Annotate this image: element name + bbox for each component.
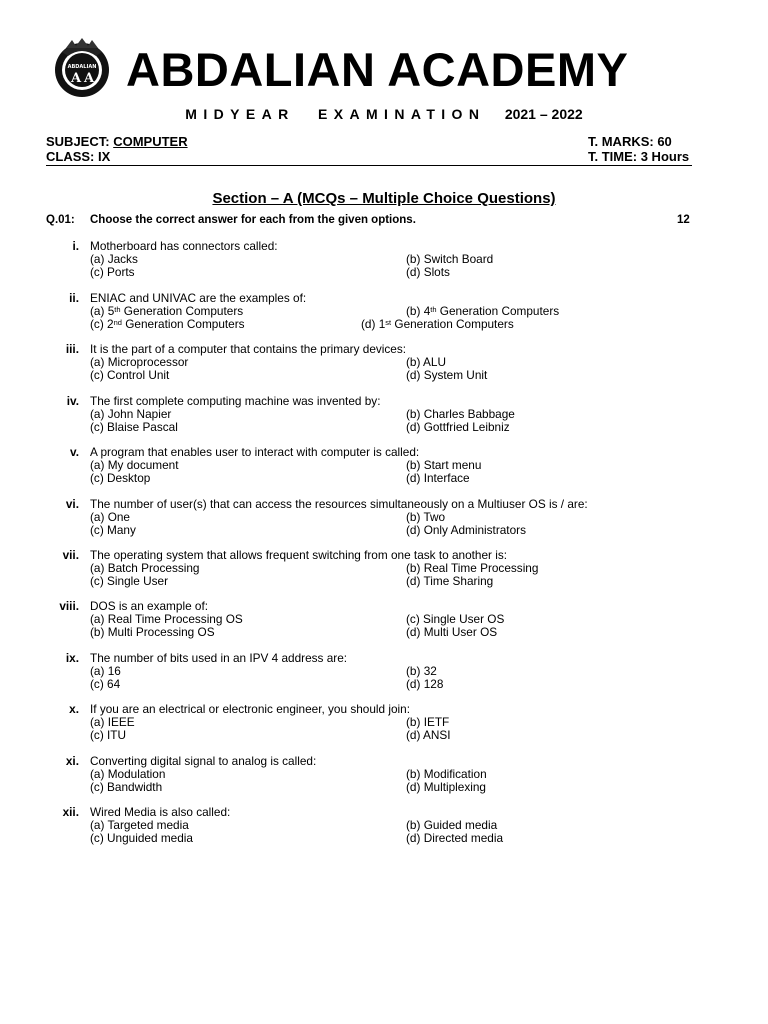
mcq-option-a: (a) Targeted media: [90, 818, 189, 832]
mcq-question: The first complete computing machine was invented by:: [90, 394, 381, 408]
logo-letter-right: A: [83, 71, 95, 86]
mcq-number: vii.: [62, 548, 79, 562]
class-label: CLASS: IX: [46, 149, 111, 164]
mcq-option-a: (a) Jacks: [90, 252, 138, 266]
mcq-number: iv.: [66, 394, 79, 408]
mcq-option-d: (d) Interface: [406, 471, 470, 485]
mcq-option-d: (d) Multi User OS: [406, 625, 498, 639]
mcq-option-d: (d) Only Administrators: [406, 523, 526, 537]
mcq-option-a: (a) One: [90, 510, 130, 524]
mcq-option-d: (d) 1st Generation Computers: [361, 317, 514, 331]
mcq-option-d: (d) ANSI: [406, 728, 451, 742]
mcq-number: ix.: [65, 651, 79, 665]
section-title: Section – A (MCQs – Multiple Choice Questions): [212, 190, 556, 207]
mcq-question: The number of user(s) that can access the resources simultaneously on a Multiuser OS is / are:: [90, 497, 588, 511]
mcq-option-a: (a) Real Time Processing OS: [90, 612, 243, 626]
mcq-option-a: (a) My document: [90, 458, 179, 472]
mcq-number: xii.: [62, 805, 79, 819]
mcq-option-d: (d) Directed media: [406, 831, 504, 845]
subject-label: SUBJECT:: [46, 134, 110, 149]
mcq-option-c: (c) Unguided media: [90, 831, 193, 845]
mcq-option-c: (c) ITU: [90, 728, 127, 742]
mcq-question: ENIAC and UNIVAC are the examples of:: [90, 291, 307, 305]
mcq-option-a: (a) 16: [90, 664, 121, 678]
mcq-question: The operating system that allows frequent switching from one task to another is:: [90, 548, 508, 562]
exam-title-word2: EXAMINATION: [318, 106, 486, 122]
mcq-option-c: (b) Multi Processing OS: [90, 625, 215, 639]
mcq-option-b: (b) Modification: [406, 767, 487, 781]
logo-text: ABDALIAN: [67, 64, 97, 70]
mcq-number: x.: [69, 702, 79, 716]
mcq-option-b: (c) Single User OS: [406, 612, 505, 626]
academy-logo: [52, 38, 112, 98]
question-marks: 12: [677, 214, 690, 226]
mcq-option-b: (b) Charles Babbage: [406, 407, 515, 421]
mcq-number: viii.: [59, 599, 79, 613]
subject-value: COMPUTER: [113, 134, 188, 149]
mcq-number: i.: [72, 239, 79, 253]
mcq-option-b: (b) ALU: [406, 355, 446, 369]
mcq-question: It is the part of a computer that contains the primary devices:: [90, 342, 407, 356]
mcq-option-d: (d) 128: [406, 677, 444, 691]
mcq-option-c: (c) Control Unit: [90, 368, 170, 382]
mcq-option-c: (c) Ports: [90, 265, 135, 279]
question-number: Q.01:: [46, 214, 75, 226]
mcq-option-c: (c) Blaise Pascal: [90, 420, 178, 434]
mcq-option-c: (c) Bandwidth: [90, 780, 163, 794]
mcq-question: A program that enables user to interact with computer is called:: [90, 445, 420, 459]
mcq-option-b: (b) Two: [406, 510, 446, 524]
mcq-option-b: (b) Switch Board: [406, 252, 494, 266]
header-divider: [46, 165, 692, 166]
mcq-option-c: (c) Single User: [90, 574, 169, 588]
mcq-question: If you are an electrical or electronic engineer, you should join:: [90, 702, 411, 716]
mcq-option-b: (b) Real Time Processing: [406, 561, 539, 575]
mcq-option-d: (d) Multiplexing: [406, 780, 486, 794]
mcq-number: iii.: [65, 342, 79, 356]
total-marks: T. MARKS: 60: [588, 134, 672, 149]
mcq-option-d: (d) Gottfried Leibniz: [406, 420, 510, 434]
mcq-option-a: (a) IEEE: [90, 715, 135, 729]
mcq-number: xi.: [65, 754, 79, 768]
mcq-option-a: (a) John Napier: [90, 407, 172, 421]
mcq-option-b: (b) 4th Generation Computers: [406, 304, 560, 318]
mcq-option-c: (c) Many: [90, 523, 136, 537]
mcq-option-d: (d) Slots: [406, 265, 450, 279]
exam-title-word1: MIDYEAR: [185, 106, 295, 122]
mcq-number: vi.: [65, 497, 79, 511]
mcq-option-d: (d) Time Sharing: [406, 574, 494, 588]
subject-line: [46, 134, 188, 149]
mcq-number: v.: [70, 445, 79, 459]
mcq-option-a: (a) Batch Processing: [90, 561, 200, 575]
mcq-question: The number of bits used in an IPV 4 address are:: [90, 651, 348, 665]
mcq-option-b: (b) Guided media: [406, 818, 498, 832]
mcq-option-c: (c) 2nd Generation Computers: [90, 317, 245, 331]
mcq-option-c: (c) 64: [90, 677, 121, 691]
mcq-option-a: (a) Modulation: [90, 767, 166, 781]
mcq-question: Converting digital signal to analog is called:: [90, 754, 317, 768]
mcq-question: DOS is an example of:: [90, 599, 209, 613]
total-time: T. TIME: 3 Hours: [588, 149, 690, 164]
mcq-question: Wired Media is also called:: [90, 805, 231, 819]
mcq-number: ii.: [69, 291, 79, 305]
logo-letter-left: A: [70, 71, 82, 86]
exam-title-line: [0, 106, 768, 122]
mcq-option-b: (b) Start menu: [406, 458, 482, 472]
mcq-option-a: (a) 5th Generation Computers: [90, 304, 244, 318]
mcq-option-c: (c) Desktop: [90, 471, 151, 485]
mcq-option-a: (a) Microprocessor: [90, 355, 189, 369]
exam-year: 2021 – 2022: [504, 106, 583, 122]
mcq-question: Motherboard has connectors called:: [90, 239, 278, 253]
mcq-option-b: (b) IETF: [406, 715, 450, 729]
mcq-option-d: (d) System Unit: [406, 368, 488, 382]
mcq-option-b: (b) 32: [406, 664, 437, 678]
academy-title: ABDALIAN ACADEMY: [126, 43, 629, 96]
question-instruction: Choose the correct answer for each from the given options.: [90, 214, 416, 226]
